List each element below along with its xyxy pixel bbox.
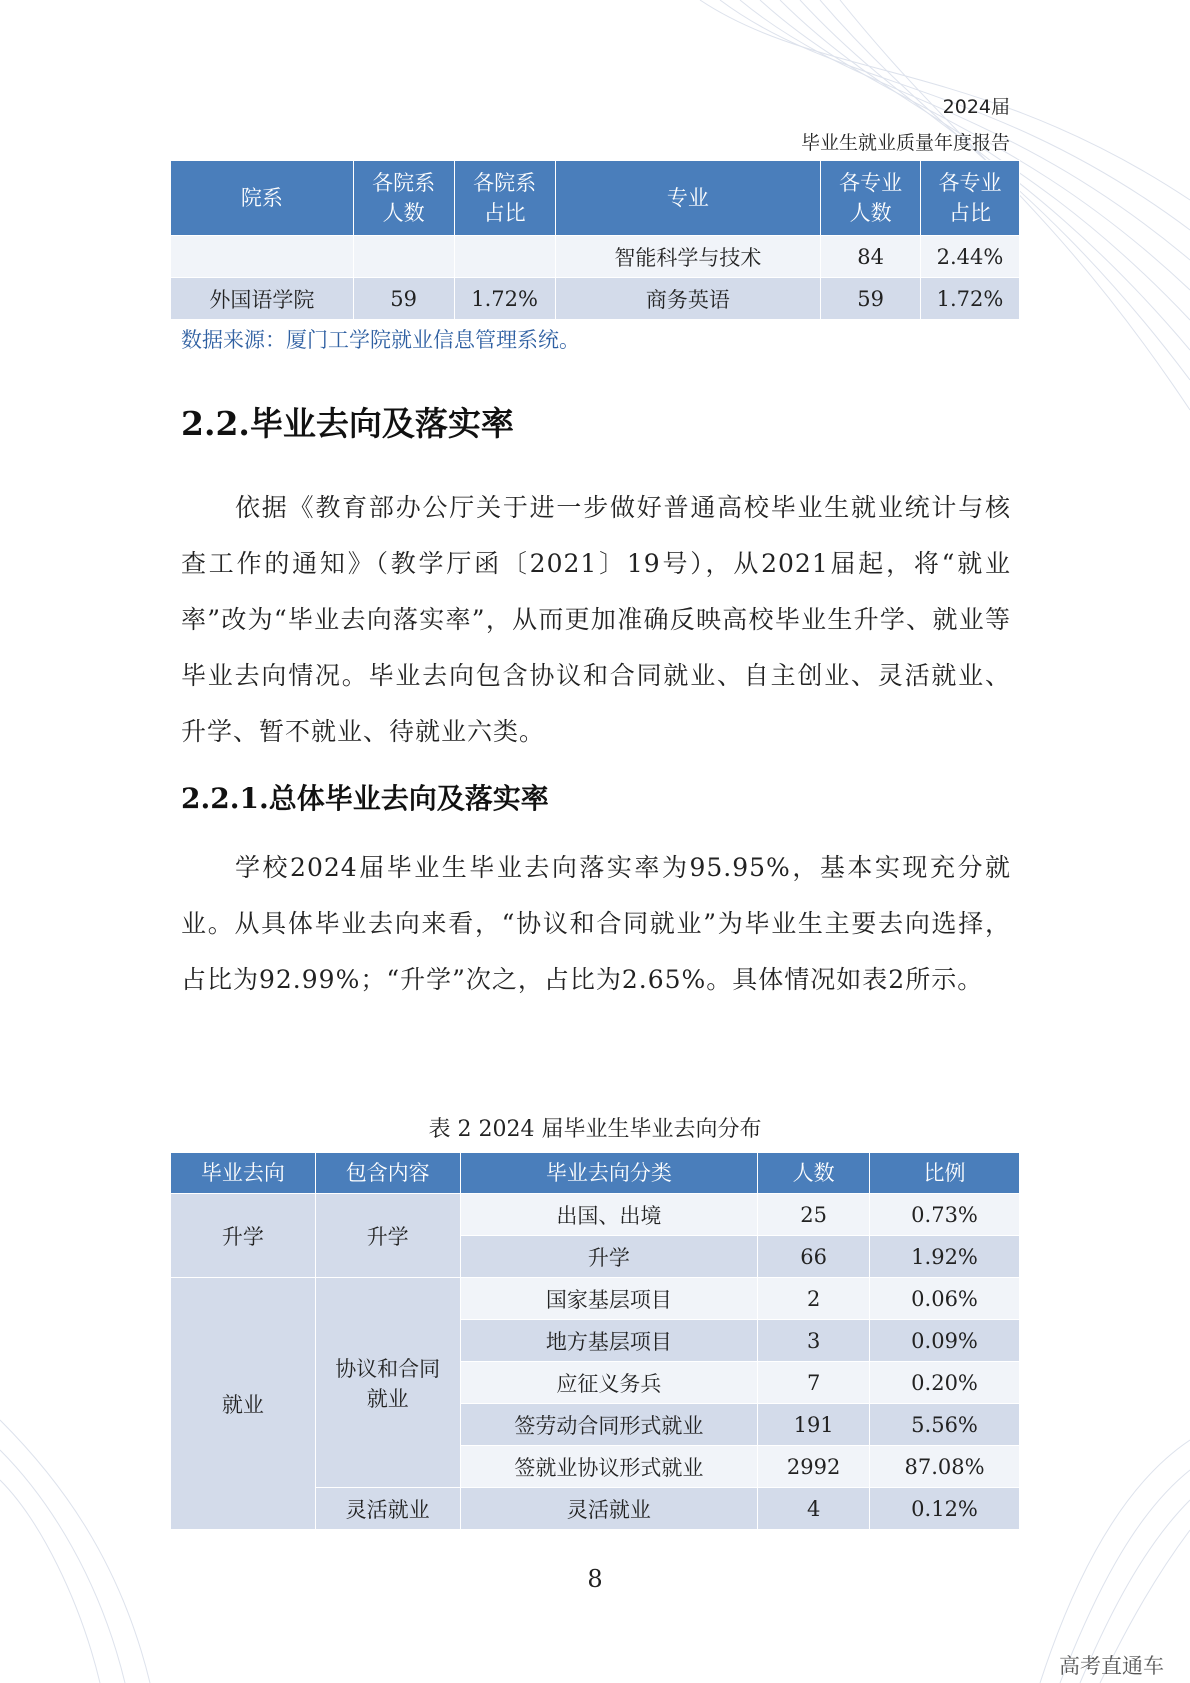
table-row bbox=[171, 1278, 1020, 1320]
cell-ratio: 0.09% bbox=[870, 1320, 1020, 1362]
header-report-title: 毕业生就业质量年度报告 bbox=[800, 132, 1010, 154]
table-caption: 表 2 2024 届毕业生毕业去向分布 bbox=[428, 1117, 762, 1142]
col-header-major-count: 各专业 人数 bbox=[821, 161, 921, 236]
table-destination-distribution bbox=[170, 1152, 1020, 1530]
cell-dept-ratio: 1.72% bbox=[454, 278, 555, 320]
cell-content-agreement-contract: 协议和合同 就业 bbox=[315, 1278, 460, 1488]
col-header-dept-count: 各院系 人数 bbox=[353, 161, 454, 236]
table-row bbox=[171, 278, 1020, 320]
table-row bbox=[171, 236, 1020, 278]
cell-ratio: 1.92% bbox=[870, 1236, 1020, 1278]
cell-category: 签劳动合同形式就业 bbox=[460, 1404, 758, 1446]
table-row bbox=[171, 1194, 1020, 1236]
col-header-category: 毕业去向分类 bbox=[460, 1153, 758, 1194]
cell-major-count: 59 bbox=[821, 278, 921, 320]
data-source-note: 数据来源：厦门工学院就业信息管理系统。 bbox=[181, 328, 580, 352]
cell-major: 商务英语 bbox=[555, 278, 821, 320]
col-header-major-ratio: 各专业 占比 bbox=[921, 161, 1020, 236]
col-header-count: 人数 bbox=[758, 1153, 870, 1194]
cell-major-ratio: 1.72% bbox=[921, 278, 1020, 320]
col-header-dept-ratio: 各院系 占比 bbox=[454, 161, 555, 236]
cell-group-further-study: 升学 bbox=[171, 1194, 316, 1278]
cell-ratio: 0.20% bbox=[870, 1362, 1020, 1404]
paragraph-summary: 学校2024届毕业生毕业去向落实率为95.95%，基本实现充分就业。从具体毕业去向来看，“协议和合同就业”为毕业生主要去向选择，占比为92.99%；“升学”次之，占比为2.65%。具体情况如表2所示。 bbox=[181, 853, 1011, 994]
watermark-text: 高考直通车 bbox=[1059, 1654, 1164, 1678]
cell-count: 4 bbox=[758, 1488, 870, 1530]
cell-dept-ratio bbox=[454, 236, 555, 278]
header-year: 2024届 bbox=[942, 96, 1010, 118]
cell-content-flexible: 灵活就业 bbox=[315, 1488, 460, 1530]
cell-count: 191 bbox=[758, 1404, 870, 1446]
cell-ratio: 0.12% bbox=[870, 1488, 1020, 1530]
subsection-heading: 2.2.1.总体毕业去向及落实率 bbox=[181, 782, 549, 815]
cell-count: 25 bbox=[758, 1194, 870, 1236]
cell-dept-count bbox=[353, 236, 454, 278]
col-header-major: 专业 bbox=[555, 161, 821, 236]
cell-group-employment: 就业 bbox=[171, 1278, 316, 1530]
cell-count: 2 bbox=[758, 1278, 870, 1320]
cell-department bbox=[171, 236, 354, 278]
cell-ratio: 0.73% bbox=[870, 1194, 1020, 1236]
cell-ratio: 0.06% bbox=[870, 1278, 1020, 1320]
paragraph-intro: 依据《教育部办公厅关于进一步做好普通高校毕业生就业统计与核查工作的通知》（教学厅函〔2021〕19号），从2021届起，将“就业率”改为“毕业去向落实率”，从而更加准确反映高校毕业生升学、就业等毕业去向情况。毕业去向包含协议和合同就业、自主创业、灵活就业、升学、暂不就业、待就业六类。 bbox=[181, 493, 1011, 746]
table-major-distribution bbox=[170, 160, 1020, 320]
cell-category: 应征义务兵 bbox=[460, 1362, 758, 1404]
col-header-department: 院系 bbox=[171, 161, 354, 236]
cell-count: 3 bbox=[758, 1320, 870, 1362]
col-header-content: 包含内容 bbox=[315, 1153, 460, 1194]
cell-category: 升学 bbox=[460, 1236, 758, 1278]
cell-category: 灵活就业 bbox=[460, 1488, 758, 1530]
cell-count: 7 bbox=[758, 1362, 870, 1404]
cell-dept-count: 59 bbox=[353, 278, 454, 320]
table-header-row bbox=[171, 1153, 1020, 1194]
cell-category: 地方基层项目 bbox=[460, 1320, 758, 1362]
cell-category: 出国、出境 bbox=[460, 1194, 758, 1236]
col-header-destination: 毕业去向 bbox=[171, 1153, 316, 1194]
cell-department: 外国语学院 bbox=[171, 278, 354, 320]
cell-ratio: 5.56% bbox=[870, 1404, 1020, 1446]
table-header-row bbox=[171, 161, 1020, 236]
page-number: 8 bbox=[587, 1565, 603, 1593]
cell-major-count: 84 bbox=[821, 236, 921, 278]
cell-category: 签就业协议形式就业 bbox=[460, 1446, 758, 1488]
cell-count: 66 bbox=[758, 1236, 870, 1278]
cell-content-further-study: 升学 bbox=[315, 1194, 460, 1278]
section-heading: 2.2.毕业去向及落实率 bbox=[181, 404, 514, 443]
cell-major-ratio: 2.44% bbox=[921, 236, 1020, 278]
cell-major: 智能科学与技术 bbox=[555, 236, 821, 278]
cell-category: 国家基层项目 bbox=[460, 1278, 758, 1320]
col-header-ratio: 比例 bbox=[870, 1153, 1020, 1194]
cell-ratio: 87.08% bbox=[870, 1446, 1020, 1488]
cell-count: 2992 bbox=[758, 1446, 870, 1488]
